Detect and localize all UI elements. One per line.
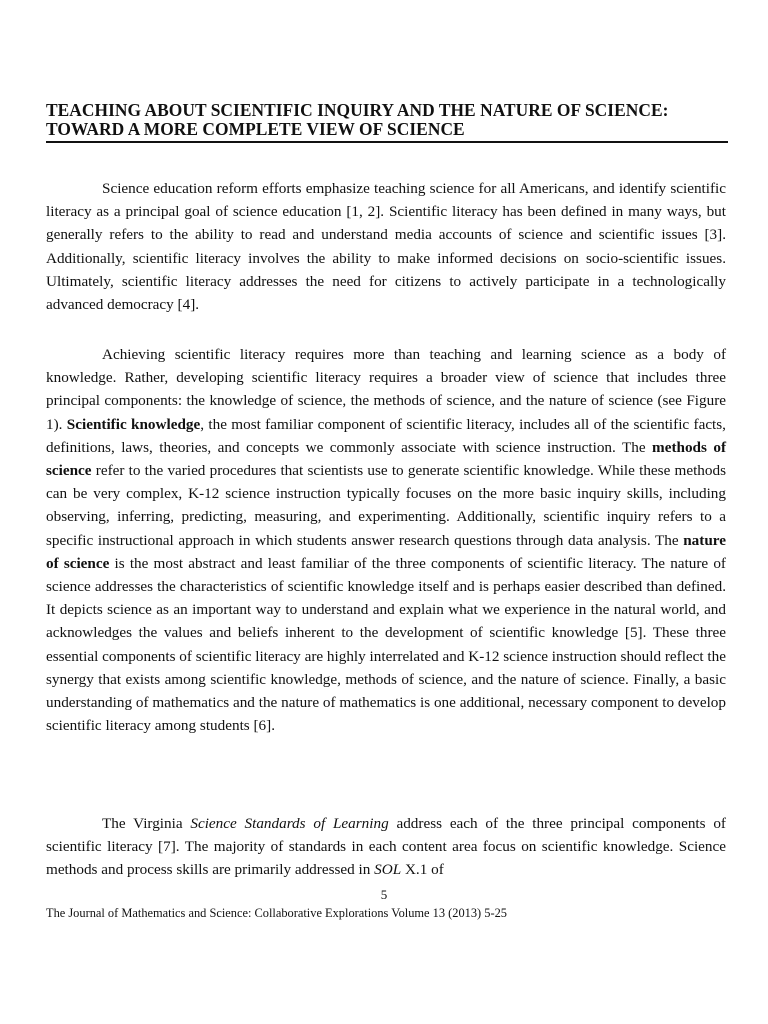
paragraph-3-text-a: The Virginia [102, 815, 191, 832]
paragraph-3-text-c: X.1 of [401, 861, 444, 879]
term-scientific-knowledge: Scientific knowledge [66, 415, 201, 433]
title-science-standards-of-learning: Science Standards of Learning [190, 815, 389, 832]
term-nature-of-science: nature of science [46, 531, 726, 572]
abbr-sol: SOL [374, 861, 402, 879]
term-methods-of-science: methods of science [46, 438, 726, 480]
article-title-line-2: TOWARD A MORE COMPLETE VIEW OF SCIENCE [46, 119, 465, 139]
paragraph-1-text: Science education reform efforts emphasize teaching science for all Americans, and identify scientific literacy as a principal goal of science education [1, 2]. Scientific literacy has been defined in many ways, but generally refers to the ability to read and understand media accounts of science and scientific issues [3]. Additionally, scientific literacy involves the ability to make informed decisions on socio-scientific issues. Ultimately, scientific literacy addresses the need for citizens to actively participate in a technologically advanced democracy [4]. [46, 180, 726, 314]
page-number: 5 [380, 887, 388, 902]
paragraph-2-text-d: is the most abstract and least familiar of the three components of scientific literacy. The nature of science addresses the characteristics of scientific knowledge itself and is perhaps easier described than defined. It depicts science as an important way to understand and explain what we experience in the natural world, and acknowledges the values and beliefs inherent to the development of scientific knowledge [5]. These three essential components of scientific literacy are highly interrelated and K-12 science instruction should reflect the synergy that exists among scientific knowledge, methods of science, and the nature of science. Finally, a basic understanding of mathematics and the nature of mathematics is one additional, necessary component to develop scientific literacy among students [6]. [46, 554, 726, 735]
paragraph-1 [46, 177, 726, 316]
paragraph-3 [46, 812, 726, 882]
paragraph-3-text-b: address each of the three principal components of scientific literacy [7]. The majority of standards in each content area focus on scientific knowledge. Science methods and process skills are primarily addressed in [46, 815, 726, 879]
paragraph-2 [46, 343, 726, 737]
paragraph-2-text-a: Achieving scientific literacy requires more than teaching and learning science as a body of knowledge. Rather, developing scientific literacy requires a broader view of science that includes three principal components: the knowledge of science, the methods of science, and the nature of science (see Figure 1). [46, 346, 726, 433]
paragraph-2-text-b: , the most familiar component of scientific literacy, includes all of the scientific facts, definitions, laws, theories, and concepts we commonly associate with science instruction. The [46, 415, 726, 456]
paragraph-2-text-c: refer to the varied procedures that scientists use to generate scientific knowledge. While these methods can be very complex, K-12 science instruction typically focuses on the more basic inquiry skills, including observing, inferring, predicting, measuring, and experimenting. Additionally, scientific inquiry refers to a specific instructional approach in which students answer research questions through data analysis. The [46, 462, 726, 549]
title-underline-rule [46, 141, 728, 143]
article-title [46, 101, 728, 139]
journal-footer: The Journal of Mathematics and Science: Collaborative Explorations Volume 13 (2013) 5-25 [46, 906, 507, 920]
article-title-line-1: TEACHING ABOUT SCIENTIFIC INQUIRY AND THE NATURE OF SCIENCE: [46, 100, 669, 120]
